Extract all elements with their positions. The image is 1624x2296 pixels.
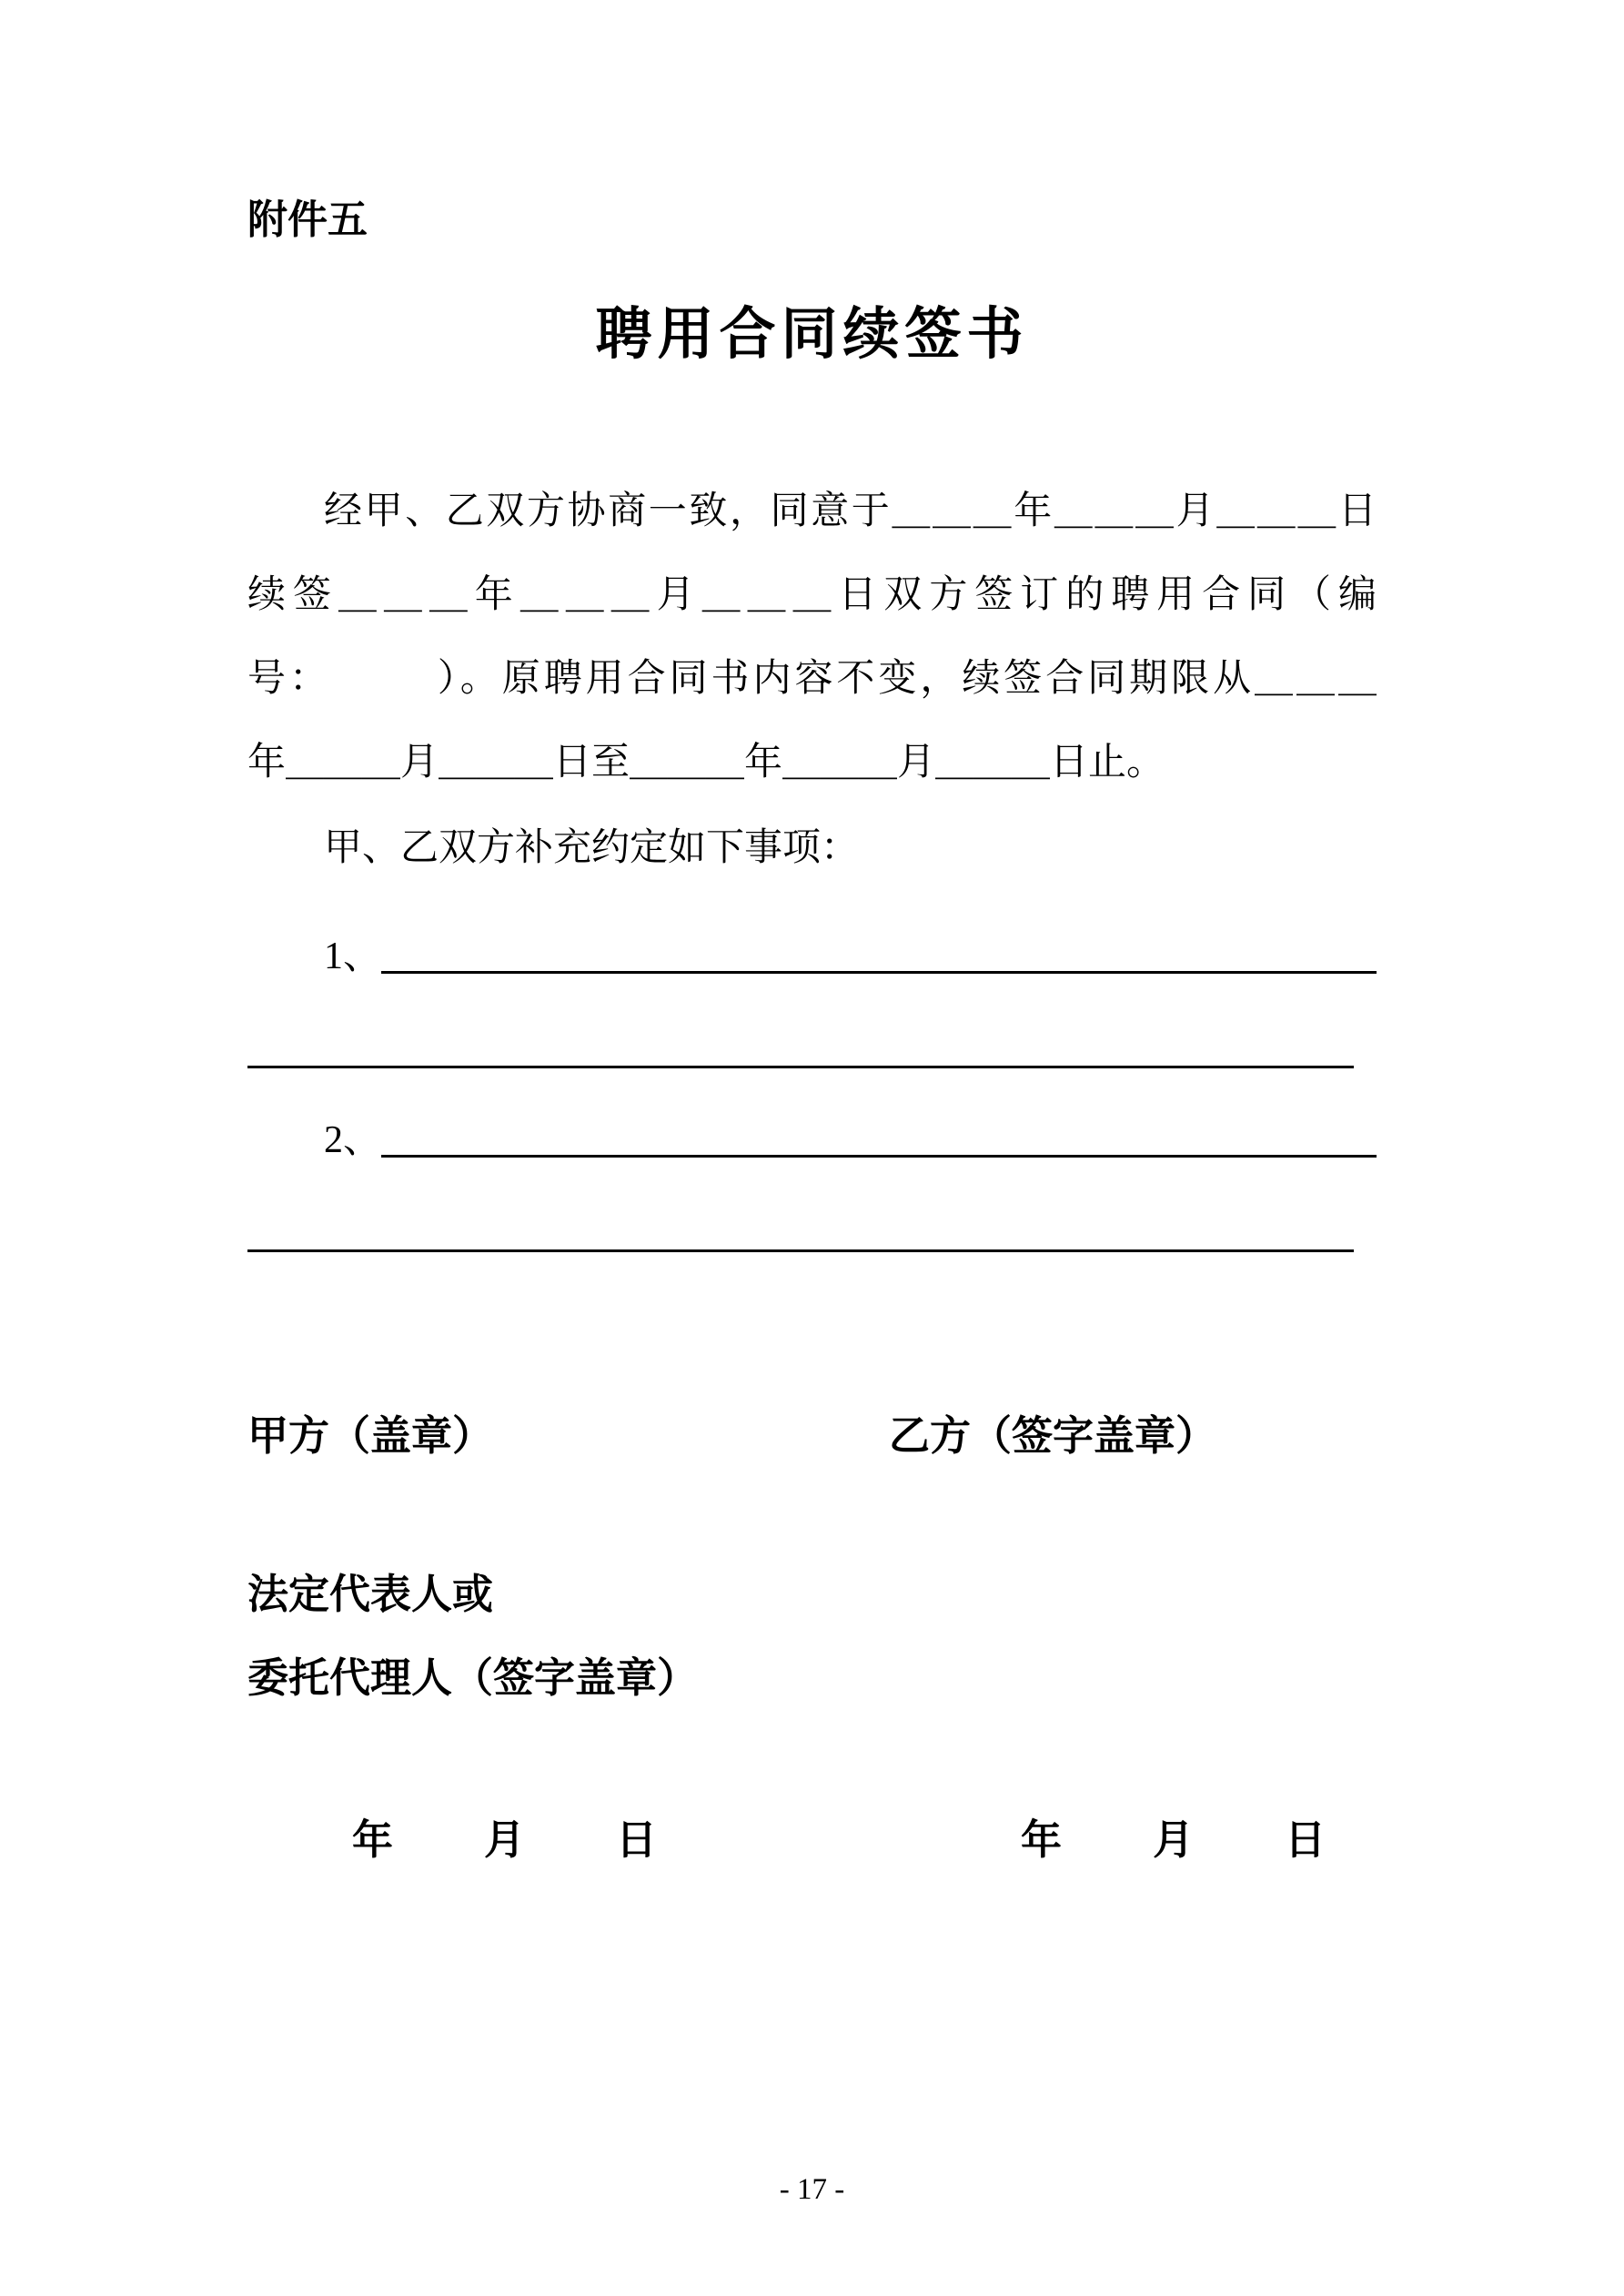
signature-section — [247, 1402, 1377, 1866]
legal-rep-line-2: 委托代理人（签字盖章） — [247, 1654, 699, 1701]
signature-date-row — [247, 1806, 1377, 1866]
month-label: 月 — [1153, 1816, 1195, 1863]
item-1-blank-line — [381, 919, 1377, 974]
item-2-blank-line — [381, 1103, 1377, 1158]
attachment-label: 附件五 — [247, 197, 368, 242]
item-1-number: 1、 — [324, 936, 382, 977]
page-number: - 17 - — [779, 2173, 845, 2206]
item-2-continuation-blank-line — [247, 1165, 1354, 1252]
body-line-3: 号： ）。原聘用合同书内容不变，续签合同期限从＿＿＿ — [247, 658, 1377, 700]
party-a-seal-label: 甲方（盖章） — [247, 1412, 494, 1459]
day-label: 日 — [1285, 1816, 1326, 1863]
supplement-intro: 甲、乙双方补充约定如下事项： — [324, 827, 860, 869]
supplement-items — [247, 894, 1377, 1252]
document-title: 聘用合同续签书 — [595, 303, 1029, 366]
supplement-item-2 — [247, 1077, 1377, 1165]
body-line-4: 年＿＿＿月＿＿＿日至＿＿＿年＿＿＿月＿＿＿日止。 — [247, 742, 1165, 784]
contract-body — [247, 470, 1377, 804]
supplement-item-1 — [247, 894, 1377, 981]
item-1-continuation-blank-line — [247, 981, 1354, 1068]
item-2-number: 2、 — [324, 1119, 382, 1161]
party-b-sign-seal-label: 乙方（签字盖章） — [889, 1412, 1217, 1459]
party-labels-row — [247, 1402, 1377, 1462]
legal-representative-block — [247, 1553, 1377, 1720]
party-b-date — [1021, 1806, 1326, 1866]
year-label: 年 — [1021, 1816, 1063, 1863]
party-a-date — [352, 1806, 657, 1866]
legal-rep-line-1: 法定代表人或 — [247, 1571, 494, 1617]
year-label: 年 — [352, 1816, 394, 1863]
day-label: 日 — [616, 1816, 658, 1863]
body-line-1: 经甲、乙双方协商一致，同意于＿＿＿年＿＿＿月＿＿＿日 — [324, 491, 1377, 532]
body-line-2: 续签＿＿＿年＿＿＿月＿＿＿日双方签订的聘用合同（编 — [247, 574, 1377, 616]
month-label: 月 — [484, 1816, 526, 1863]
